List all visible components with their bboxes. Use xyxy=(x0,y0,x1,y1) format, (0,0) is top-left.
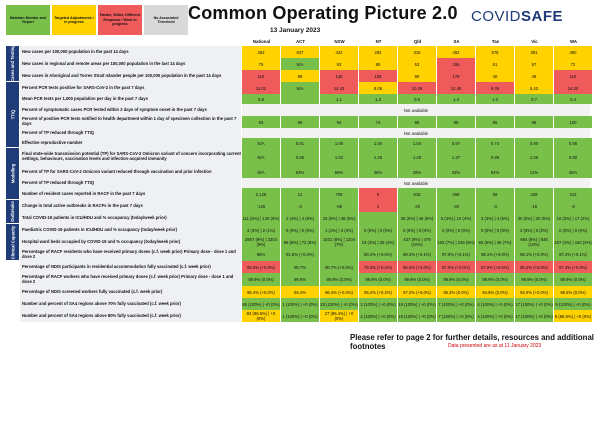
row-label: New cases in regional and remote areas per 100,000 population in the last 14 days xyxy=(20,58,242,70)
cell-nt: 1.00 xyxy=(359,138,398,148)
cell-national: 93 xyxy=(242,116,281,128)
cell-national: 2,128 xyxy=(242,188,281,200)
cell-nsw: 1031 (8%) | 1204 (7%) xyxy=(320,236,359,248)
cell-national: 2957 (9%) | 3304 (9%) xyxy=(242,236,281,248)
cell-vic: 391 xyxy=(515,46,554,58)
cell-vic: 894 (9%) | 938 (10%) xyxy=(515,236,554,248)
section-label: Outbreaks xyxy=(10,201,15,222)
cell-vic: 67 xyxy=(515,58,554,70)
cell-national: 111 (6%) | 130 (6%) xyxy=(242,212,281,224)
cell-wa: 10 (3%) | 17 (4%) xyxy=(554,212,593,224)
column-header-sa: SA xyxy=(453,38,460,44)
cell-nt: 99.9% (0.0%) xyxy=(359,273,398,286)
cell-vic: 0.7 xyxy=(515,94,554,104)
cell-vic: 5.43 xyxy=(515,82,554,94)
row-label: Percent PCR tests positive for SARS-CoV-2 in the past 7 days xyxy=(20,82,242,94)
cell-sa: 5 (3%) | 10 (4%) xyxy=(437,212,476,224)
cell-nsw: 1.1 xyxy=(320,94,359,104)
cell-vic: 1.06 xyxy=(515,148,554,166)
cell-nsw: 90.7% (+0.0%) xyxy=(320,261,359,273)
logo-text-a: COVID xyxy=(471,8,522,25)
cell-national: 79 xyxy=(242,58,281,70)
cell-sa: 179 xyxy=(437,70,476,82)
row-label: Mean PCR tests per 1,000 population per day in the past 7 days xyxy=(20,94,242,104)
cell-nt xyxy=(359,212,398,224)
cell-nsw: 422 xyxy=(320,46,359,58)
cell-vic: 49 xyxy=(515,70,554,82)
cell-sa: 1.3 xyxy=(437,94,476,104)
cell-wa: 45% xyxy=(554,166,593,178)
cell-nsw: 1 (1%) | 3 (3%) xyxy=(320,224,359,236)
cell-qld: 97.2% (+0.0%) xyxy=(398,286,437,298)
cell-sa: 0 (0%) | 0 (0%) xyxy=(437,224,476,236)
table-row xyxy=(20,248,590,262)
cell-nt: 2 xyxy=(359,200,398,212)
cell-tas: 4 (100%) | +0 (0%) xyxy=(476,298,515,310)
cell-national: 0.8 xyxy=(242,94,281,104)
footer-data-date: Data presented are as at 11 January 2023 xyxy=(448,343,542,349)
cell-sa: 0.97 xyxy=(437,138,476,148)
cell-national: 98% xyxy=(242,248,281,261)
cell-nt: 1.3 xyxy=(359,94,398,104)
cell-act: 80 xyxy=(281,116,320,128)
cell-act: 537 xyxy=(281,46,320,58)
cell-qld: 35 (6%) | 46 (5%) xyxy=(398,212,437,224)
cell-sa: 155 xyxy=(437,58,476,70)
cell-qld: 1.04 xyxy=(398,138,437,148)
cell-tas: 61 xyxy=(476,58,515,70)
cell-vic: 98.1% (+0.0%) xyxy=(515,248,554,261)
cell-tas: 98.1% (+0.0%) xyxy=(476,248,515,261)
cell-sa: 492 xyxy=(437,46,476,58)
cell-sa: 87.0% (+0.0%) xyxy=(437,261,476,273)
cell-qld: -20 xyxy=(398,200,437,212)
row-label: Total COVID-19 patients in ICU/HDU and % occupancy (today/week prior) xyxy=(20,212,242,224)
cell-qld: 28% xyxy=(398,166,437,178)
cell-qld: 0.6 xyxy=(398,94,437,104)
column-header-national: National xyxy=(252,38,271,44)
merged-cell: Not available xyxy=(242,128,590,138)
column-header-vic: Vic xyxy=(531,38,538,44)
report-date: 13 January 2023 xyxy=(270,27,321,34)
footer-main-note: Please refer to page 2 for further details, resources and additional footnotes xyxy=(350,333,594,351)
cell-vic: 30 (5%) | 30 (5%) xyxy=(515,212,554,224)
cell-sa: -30 xyxy=(437,200,476,212)
cell-wa: 0.90 xyxy=(554,148,593,166)
cell-vic: -15 xyxy=(515,200,554,212)
cell-tas: 87.9% (+0.0%) xyxy=(476,261,515,273)
cell-tas: 64% xyxy=(476,166,515,178)
cell-nt: 36% xyxy=(359,166,398,178)
cell-tas: 94.9% (0.0%) xyxy=(476,286,515,298)
cell-sa: 97.0% (+0.1%) xyxy=(437,248,476,261)
row-label: Percentage of RACF residents who have received primary doses (c.f. week prior) Primary dose - dose 1 and dose 2 xyxy=(20,248,242,261)
cell-vic: 94.0% (+0.0%) xyxy=(515,286,554,298)
row-label: Percent of TP reduced through TTIQ xyxy=(20,178,242,188)
cell-qld: 99.9% (0.0%) xyxy=(398,273,437,286)
cell-tas: 0 (0%) | 0 (0%) xyxy=(476,224,515,236)
cell-national: N/A xyxy=(242,166,281,178)
cell-sa: 193 (7%) | 236 (9%) xyxy=(437,236,476,248)
cell-qld: 86 xyxy=(398,70,437,82)
cell-nt: 0 xyxy=(359,188,398,200)
cell-act: 63% xyxy=(281,166,320,178)
cell-act: 0.86 xyxy=(281,148,320,166)
legend-targeted: Targeted Adjustments / in progress xyxy=(52,5,96,35)
section-band xyxy=(6,82,19,147)
cell-national: N/A xyxy=(242,148,281,166)
column-header-tas: Tas xyxy=(491,38,500,44)
cell-national: 116 xyxy=(242,70,281,82)
column-header-qld: Qld xyxy=(413,38,422,44)
legend-maintain: Maintain Monitor and Report xyxy=(6,5,50,35)
row-label: Percent of TP for SARS-CoV-2 Omicron variant reduced through vaccination and prior infection xyxy=(20,166,242,178)
cell-sa: 99.9% (0.0%) xyxy=(437,273,476,286)
cell-qld: 615 xyxy=(398,188,437,200)
covidsafe-logo xyxy=(471,8,563,25)
cell-nt: 19 (3%) | 26 (4%) xyxy=(359,236,398,248)
cell-nt: 79.3% (+0.2%) xyxy=(359,261,398,273)
cell-tas: 0.99 xyxy=(476,148,515,166)
cell-act: 1 (100%) | +0 (0%) xyxy=(281,310,320,322)
column-header-wa: WA xyxy=(569,38,578,44)
cell-nsw: 99.9% (0.0%) xyxy=(320,273,359,286)
row-label: Percentage of NDIS participants in residential accommodation fully vaccinated (c.f. week prior) xyxy=(20,261,242,273)
cell-nt: 95.2% (+0.2%) xyxy=(359,286,398,298)
merged-cell: Not available xyxy=(242,178,590,188)
section-label: Clinical Capacity xyxy=(10,225,16,259)
cell-wa: 14.20 xyxy=(554,82,593,94)
cell-sa: 95.3% (0.0%) xyxy=(437,286,476,298)
cell-sa: 12.45 xyxy=(437,82,476,94)
table-row xyxy=(20,148,590,167)
legend-no-threshold: No Associated Threshold xyxy=(144,5,188,35)
cell-vic: 17 (100%) | +0 (0%) xyxy=(515,310,554,322)
cell-wa: 0.95 xyxy=(554,138,593,148)
column-header-nsw: NSW xyxy=(334,38,345,44)
row-label: Percentage of NDIS screened workers fully vaccinated (c.f. week prior) xyxy=(20,286,242,298)
cell-qld: 98.3% (+0.1%) xyxy=(398,248,437,261)
table-row xyxy=(20,273,590,287)
section-band xyxy=(6,200,19,223)
section-label: Modelling xyxy=(10,163,16,184)
row-label: Number of resident cases reported in RACF in the past 7 days xyxy=(20,188,242,200)
cell-qld: 1.28 xyxy=(398,148,437,166)
merged-cell: Not available xyxy=(242,104,590,116)
cell-vic: 17 (100%) | +0 (0%) xyxy=(515,298,554,310)
cell-vic: 98 xyxy=(515,116,554,128)
cell-qld: 437 (9%) | 479 (10%) xyxy=(398,236,437,248)
table-row xyxy=(20,310,590,323)
cell-tas: 40 xyxy=(476,70,515,82)
cell-act: N/A xyxy=(281,58,320,70)
cell-tas: 1.0 xyxy=(476,94,515,104)
section-band xyxy=(6,46,19,81)
cell-wa: 490 xyxy=(554,46,593,58)
cell-nsw: 28 (100%) | +0 (0%) xyxy=(320,298,359,310)
cell-vic: 99.9% (0.0%) xyxy=(515,273,554,286)
cell-qld: 0 (0%) | 0 (0%) xyxy=(398,224,437,236)
row-label: Hospital ward beds occupied by COVID-19 and % occupancy (today/week prior) xyxy=(20,236,242,248)
cell-qld: 85.0% (+0.0%) xyxy=(398,261,437,273)
cell-national: 95.4% (+0.0%) xyxy=(242,286,281,298)
cell-national: 4 (3%) | 2 (1%) xyxy=(242,224,281,236)
cell-act: -3 xyxy=(281,200,320,212)
cell-wa: 9 (100%) | +0 (0%) xyxy=(554,298,593,310)
cell-vic: 12% xyxy=(515,166,554,178)
row-label: New cases in Aboriginal and Torres Strait Islander people per 100,000 population in the past 14 days xyxy=(20,70,242,82)
cell-act: 91.5% (+0.0%) xyxy=(281,248,320,261)
cell-act: 94.4% xyxy=(281,286,320,298)
cell-tas: 9.39 xyxy=(476,82,515,94)
cell-sa: 298 xyxy=(437,188,476,200)
cell-national: 85.0% (+0.0%) xyxy=(242,261,281,273)
cell-act xyxy=(281,94,320,104)
row-label: New cases per 100,000 population in the past 14 days xyxy=(20,46,242,58)
cell-nt: 1.28 xyxy=(359,148,398,166)
cell-nt: 8.06 xyxy=(359,82,398,94)
cell-act: 89 xyxy=(281,70,320,82)
row-label: Percent of symptomatic cases PCR tested within 2 days of symptom onset in the past 7 days xyxy=(20,104,242,116)
row-label: Percent of positive PCR tests notified to health department within 1 day of specimen collection in the past 7 days xyxy=(20,116,242,128)
cell-wa: 0 (0%) | 0 (0%) xyxy=(554,224,593,236)
cell-nt: 89 xyxy=(359,58,398,70)
cell-tas: 4 (100%) | +0 (0%) xyxy=(476,310,515,322)
cell-nsw: 1.02 xyxy=(320,148,359,166)
cell-nt: 159 xyxy=(359,70,398,82)
cell-tas: 576 xyxy=(476,46,515,58)
cell-nsw: 43 (5%) | 38 (5%) xyxy=(320,212,359,224)
cell-wa: 8 (88.9%) | +0 (0%) xyxy=(554,310,593,322)
column-header-nt: NT xyxy=(375,38,382,44)
cell-vic: 3 (5%) | 0 (0%) xyxy=(515,224,554,236)
cell-nsw xyxy=(320,248,359,261)
row-label: Percentage of RACF workers who have received primary doses (c.f. week prior) Primary dose - dose 1 and dose 2 xyxy=(20,273,242,286)
cell-act: 90.7% xyxy=(281,261,320,273)
cell-act: 0.81 xyxy=(281,138,320,148)
logo-text-b: SAFE xyxy=(521,8,564,25)
cell-wa: 167 (4%) | 160 (4%) xyxy=(554,236,593,248)
cell-sa: 43% xyxy=(437,166,476,178)
section-label: TTIQ xyxy=(9,109,15,120)
cell-vic: 428 xyxy=(515,188,554,200)
cell-national: 99.9% (0.0%) xyxy=(242,273,281,286)
cell-nsw: 146 xyxy=(320,70,359,82)
cell-nsw: 1.05 xyxy=(320,138,359,148)
row-label: Number and percent of SA4 regions above 70% fully vaccinated (c.f. week prior) xyxy=(20,298,242,310)
cell-nt: 0 (0%) | 0 (0%) xyxy=(359,224,398,236)
cell-act: 85 (9%) | 72 (6%) xyxy=(281,236,320,248)
cell-wa: 72 xyxy=(554,58,593,70)
row-label: Effective reproductive number xyxy=(20,138,242,148)
cell-nt: 2 (100%) | +0 (0%) xyxy=(359,298,398,310)
cell-act: 0 (0%) | 0 (0%) xyxy=(281,224,320,236)
row-label: Percent of TP reduced through TTIQ xyxy=(20,128,242,138)
cell-qld: 10.29 xyxy=(398,82,437,94)
status-legend xyxy=(6,5,188,35)
cell-nt: 282 xyxy=(359,46,398,58)
cell-nsw: 709 xyxy=(320,188,359,200)
cell-qld: 53 xyxy=(398,58,437,70)
cell-tas: 85 xyxy=(476,116,515,128)
cell-national: 11.01 xyxy=(242,82,281,94)
cell-national: 363 xyxy=(242,46,281,58)
cell-act: 12 xyxy=(281,188,320,200)
cell-tas: 59 xyxy=(476,188,515,200)
cell-tas: -3 xyxy=(476,200,515,212)
cell-national: -136 xyxy=(242,200,281,212)
cell-wa: 97.4% (+0.1%) xyxy=(554,248,593,261)
cell-wa: 99.9% (0.0%) xyxy=(554,273,593,286)
cell-sa: 95 xyxy=(437,116,476,128)
row-label: Change in total active outbreaks in RACFs in the past 7 days xyxy=(20,200,242,212)
cell-wa: 95.5% (0.0%) xyxy=(554,286,593,298)
cell-wa: 100 xyxy=(554,116,593,128)
cell-nsw: -88 xyxy=(320,200,359,212)
cell-qld: 19 (100%) | +0 (0%) xyxy=(398,298,437,310)
cell-nsw: 59% xyxy=(320,166,359,178)
cell-act: 2 (4%) | 4 (8%) xyxy=(281,212,320,224)
cell-nsw: 93 xyxy=(320,58,359,70)
cell-nt: 74 xyxy=(359,116,398,128)
row-label: Paediatric COVID-19 patients in ICU/HDU and % occupancy (today/week prior) xyxy=(20,224,242,236)
cell-nsw: 94 xyxy=(320,116,359,128)
cell-wa: 212 xyxy=(554,188,593,200)
cell-national: 83 (96.5%) | +0 (0%) xyxy=(242,310,281,322)
cell-qld: 19 (100%) | +0 (0%) xyxy=(398,310,437,322)
section-label: Cases and Testing xyxy=(10,45,16,82)
row-label: Number and percent of SA4 regions above 80% fully vaccinated (c.f. week prior) xyxy=(20,310,242,322)
cell-sa: 7 (100%) | +0 (0%) xyxy=(437,298,476,310)
cell-qld: 315 xyxy=(398,46,437,58)
column-header-act: ACT xyxy=(295,38,306,44)
cell-tas: 55 (6%) | 45 (7%) xyxy=(476,236,515,248)
cell-act: 99.9% xyxy=(281,273,320,286)
cell-sa: 7 (100%) | +0 (0%) xyxy=(437,310,476,322)
page-title: Common Operating Picture 2.0 xyxy=(188,3,458,23)
row-label: Final state-wide transmission potential (TP) for SARS-CoV-2 Omicron variant of concern incorporating current settings, behaviours, vaccination levels and infection-acquired immunity xyxy=(20,148,242,166)
legend-harder: Harder, Wider, Different Response / Work in progress xyxy=(98,5,142,35)
cell-national: 86 (100%) | +0 (0%) xyxy=(242,298,281,310)
cell-wa: 116 xyxy=(554,70,593,82)
cell-national: N/A xyxy=(242,138,281,148)
section-band xyxy=(6,148,19,199)
cell-vic: 0.80 xyxy=(515,138,554,148)
cell-nt: 2 (100%) | +0 (0%) xyxy=(359,310,398,322)
cell-vic: 88.2% (+0.0%) xyxy=(515,261,554,273)
cell-nsw: 96.4% (+0.0%) xyxy=(320,286,359,298)
cell-act: N/A xyxy=(281,82,320,94)
section-band xyxy=(6,224,19,260)
cell-qld: 95 xyxy=(398,116,437,128)
cell-tas: 0.74 xyxy=(476,138,515,148)
cell-nsw: 27 (96.4%) | +0 (0%) xyxy=(320,310,359,322)
cell-wa: 87.4% (+0.0%) xyxy=(554,261,593,273)
cell-nt: 80.2% (+0.0%) xyxy=(359,248,398,261)
cell-tas: 3 (4%) | 4 (5%) xyxy=(476,212,515,224)
cell-tas: 99.9% (0.0%) xyxy=(476,273,515,286)
cell-wa: 0.4 xyxy=(554,94,593,104)
cell-wa: -6 xyxy=(554,200,593,212)
cell-sa: 1.37 xyxy=(437,148,476,166)
cell-act: 1 (100%) | +0 (0%) xyxy=(281,298,320,310)
cell-nsw: 14.43 xyxy=(320,82,359,94)
